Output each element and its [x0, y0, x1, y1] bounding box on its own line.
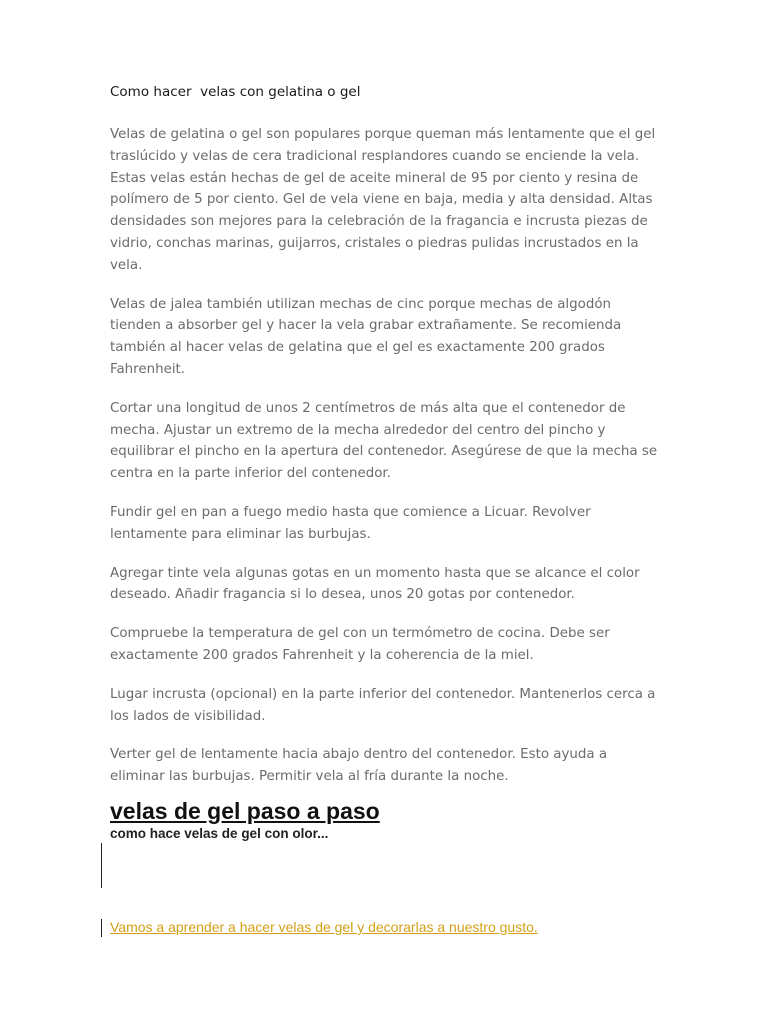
paragraph: Compruebe la temperatura de gel con un termómetro de cocina. Debe ser exactamente 200 grados Fahrenheit y la coherencia de la miel. — [110, 626, 610, 663]
paragraph: Fundir gel en pan a fuego medio hasta que comience a Licuar. Revolver lentamente para eliminar las burbujas. — [110, 504, 591, 542]
section-heading: velas de gel paso a paso — [110, 798, 380, 824]
paragraph: Velas de gelatina o gel son populares porque queman más lentamente que el gel traslúcido y velas de cera tradicional resplandores cuando se enciende la vela. Estas velas están hechas de gel de aceite mineral de 95 por ciento y resina de polímero de 5 por ciento. Gel de vela viene en baja, media y alta densidad. Altas densidades son mejores para la celebración de la fragancia e incrusta piezas de vidrio, conchas marinas, guijarros, cristales o piedras pulidas incrustados en la vela. — [110, 127, 656, 273]
document-title: Como hacer velas con gelatina o gel — [110, 84, 361, 100]
paragraph: Agregar tinte vela algunas gotas en un momento hasta que se alcance el color deseado. Añadir fragancia si lo desea, unos 20 gotas por contenedor. — [110, 565, 640, 603]
text-cursor-marker — [101, 843, 102, 888]
tutorial-link[interactable]: Vamos a aprender a hacer velas de gel y decorarlas a nuestro gusto. — [110, 919, 538, 935]
paragraph: Lugar incrusta (opcional) en la parte inferior del contenedor. Mantenerlos cerca a los lados de visibilidad. — [110, 686, 656, 724]
paragraph: Velas de jalea también utilizan mechas de cinc porque mechas de algodón tienden a absorber gel y hacer la vela grabar extrañamente. Se recomienda también al hacer velas de gelatina que el gel es exactamente 200 grados Fahrenheit. — [110, 296, 622, 377]
paragraph: Verter gel de lentamente hacia abajo dentro del contenedor. Esto ayuda a eliminar las burbujas. Permitir vela al fría durante la noche. — [110, 747, 608, 785]
text-cursor-marker — [101, 919, 102, 937]
paragraph: Cortar una longitud de unos 2 centímetros de más alta que el contenedor de mecha. Ajustar un extremo de la mecha alrededor del centro del pincho y equilibrar el pincho en la apertura del contenedor. Asegúrese de que la mecha se centra en la parte inferior del contenedor. — [110, 400, 658, 482]
document-body — [110, 124, 662, 805]
section-subheading: como hace velas de gel con olor... — [110, 826, 329, 841]
